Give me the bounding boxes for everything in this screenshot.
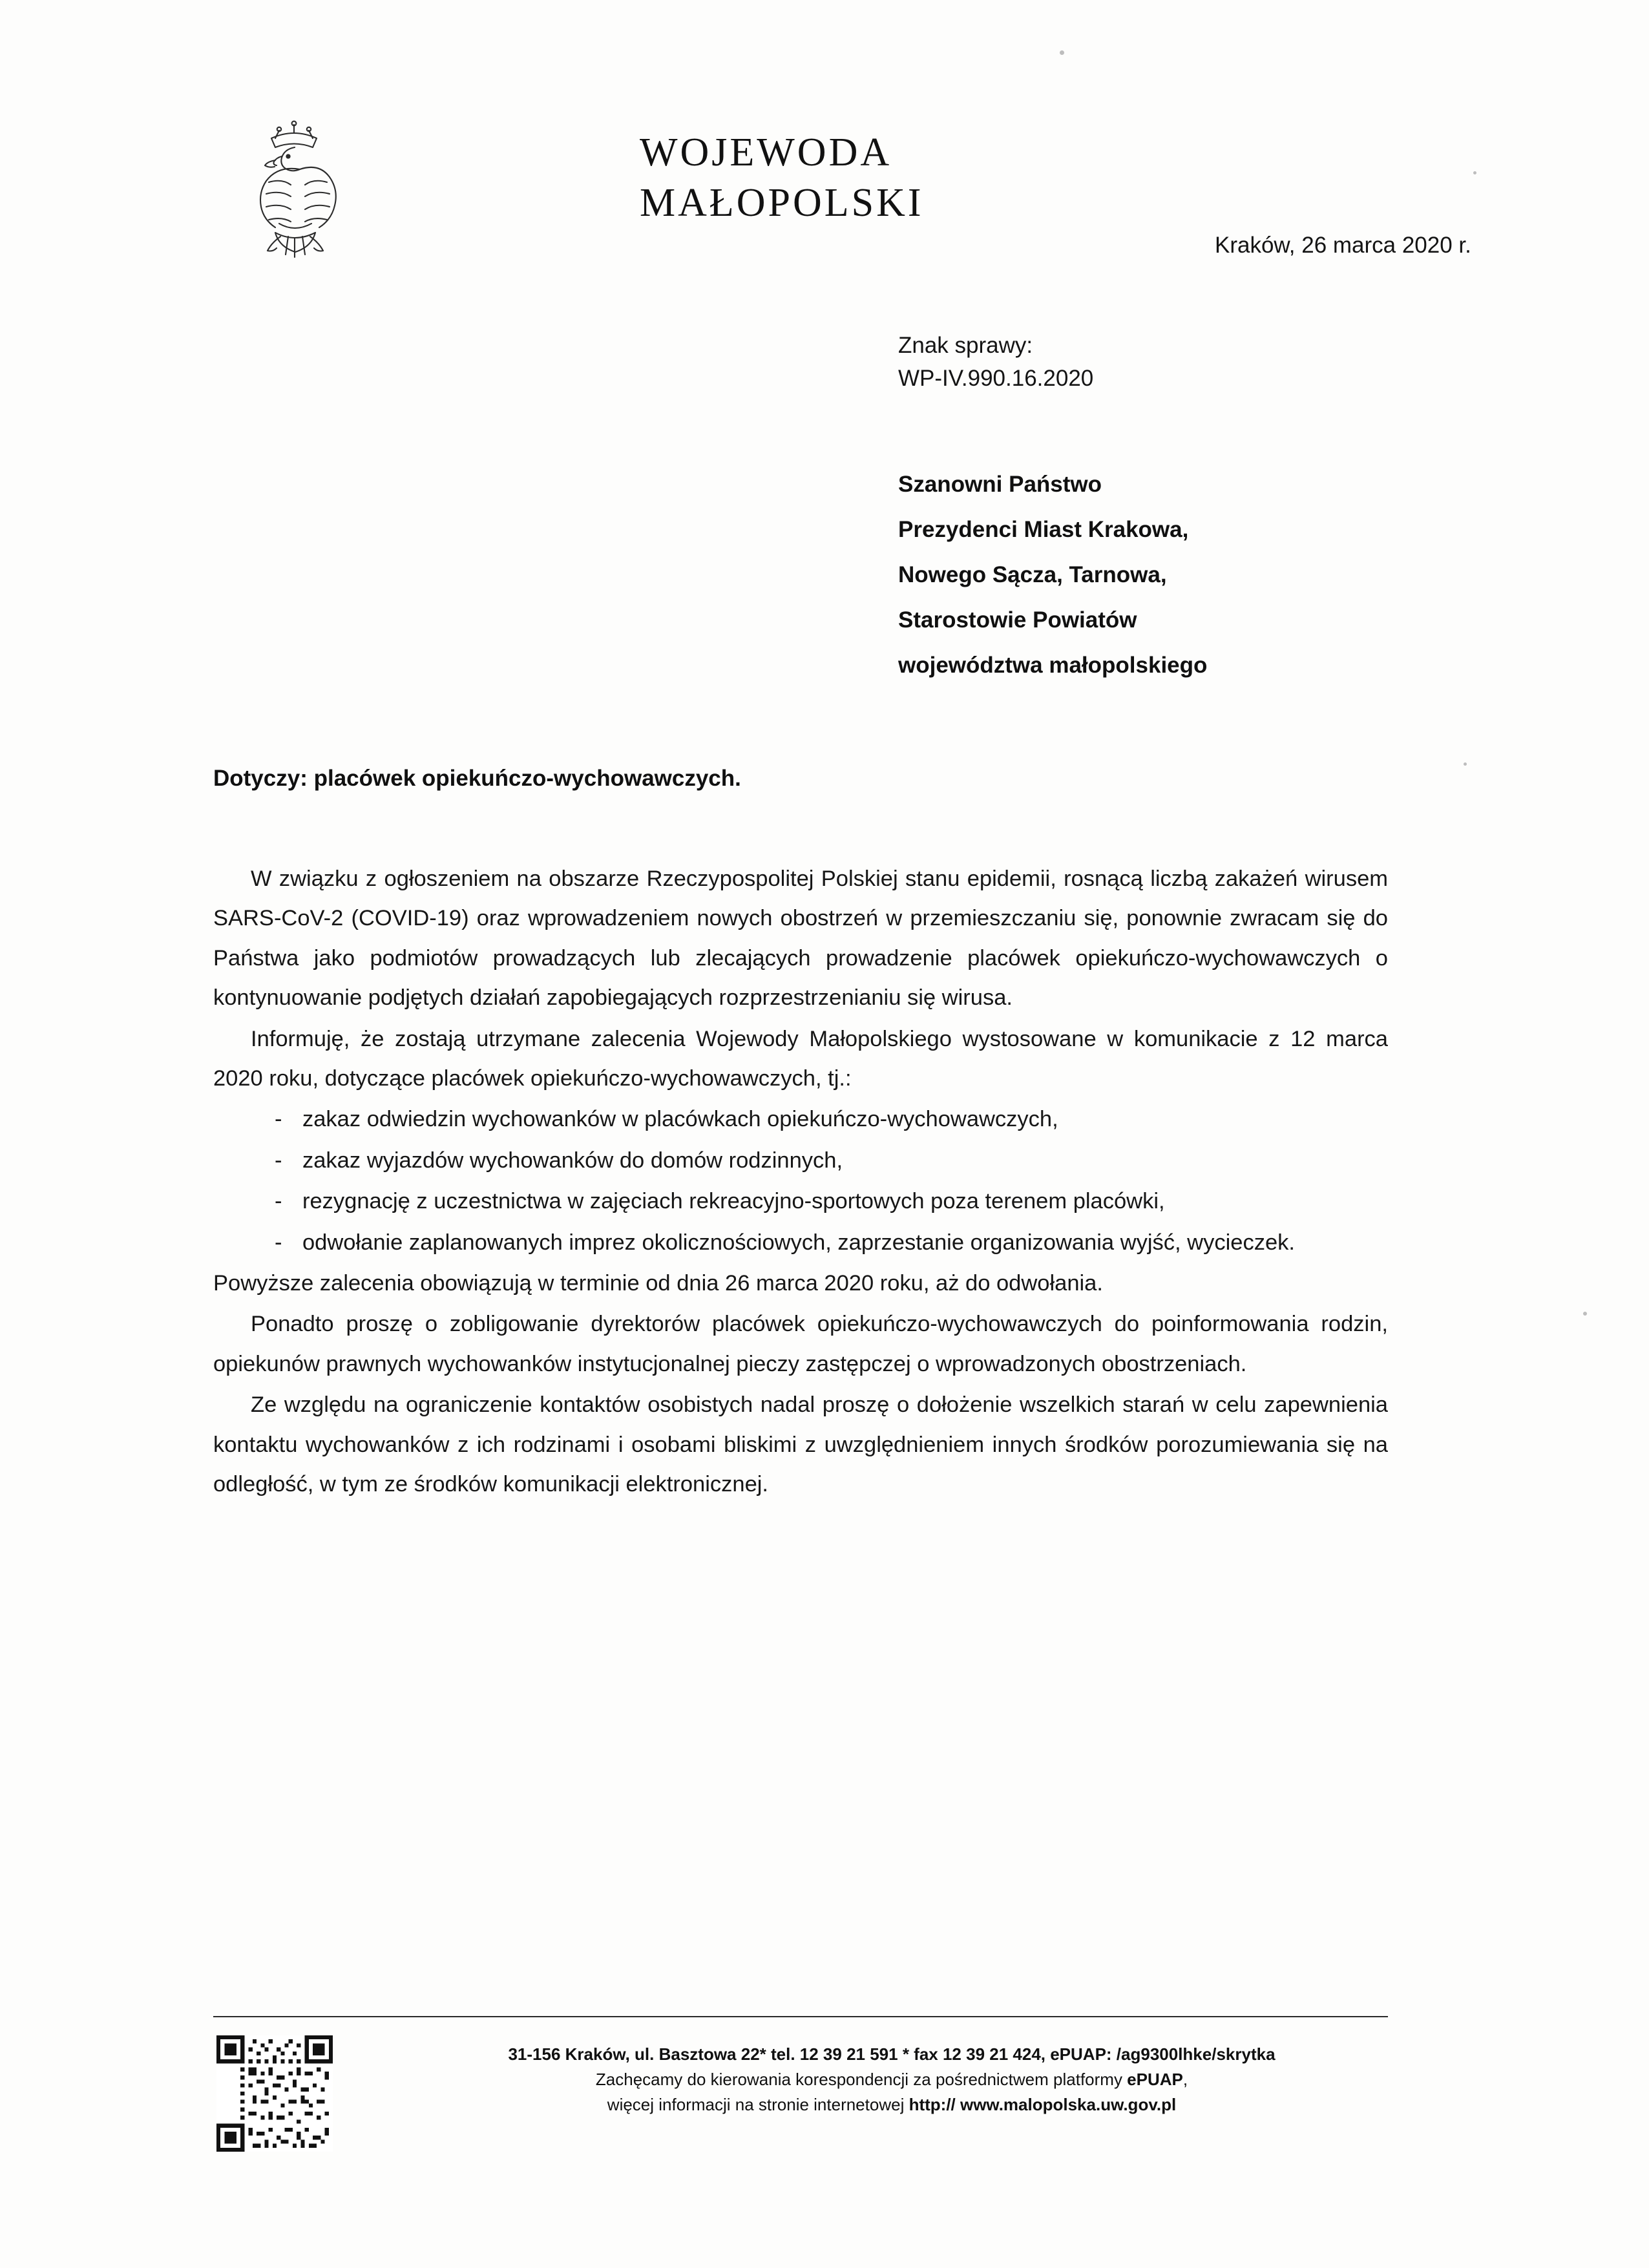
footer-address xyxy=(388,2042,1396,2117)
paragraph-3: Powyższe zalecenia obowiązują w terminie od dnia 26 marca 2020 roku, aż do odwołania. xyxy=(213,1271,1103,1296)
paragraph-4: Ponadto proszę o zobligowanie dyrektorów placówek opiekuńczo-wychowawczych do poinformowania rodzin, opiekunów prawnych wychowanków instytucjonalnej pieczy zastępczej o wprowadzonych obostrzeniach. xyxy=(213,1312,1388,1376)
footer-divider xyxy=(213,2016,1388,2017)
list-item-text: odwołanie zaplanowanych imprez okolicznościowych, zaprzestanie organizowania wyjść, wycieczek. xyxy=(302,1230,1295,1255)
addressee-line-1: Szanowni Państwo xyxy=(898,472,1102,497)
letter-body xyxy=(213,859,1388,1506)
letterhead xyxy=(220,110,1471,304)
addressee-line-2: Prezydenci Miast Krakowa, xyxy=(898,517,1189,542)
scan-artifact xyxy=(1464,762,1467,766)
list-item xyxy=(213,1100,1388,1139)
polish-eagle-emblem-icon xyxy=(233,110,355,271)
footer-line-2 xyxy=(388,2067,1396,2092)
issuer-line-1: WOJEWODA xyxy=(640,131,892,174)
case-reference-value: WP-IV.990.16.2020 xyxy=(898,365,1094,391)
issuer-title xyxy=(640,128,924,228)
addressee-line-5: województwa małopolskiego xyxy=(898,653,1208,678)
issuer-line-2: MAŁOPOLSKI xyxy=(640,180,924,225)
addressee-block xyxy=(898,462,1207,688)
list-item-text: zakaz odwiedzin wychowanków w placówkach opiekuńczo-wychowawczych, xyxy=(302,1107,1058,1132)
recommendations-list xyxy=(213,1100,1388,1263)
footer-line-2-c: , xyxy=(1182,2070,1188,2089)
place-and-date: Kraków, 26 marca 2020 r. xyxy=(1215,233,1471,258)
bullet-marker: - xyxy=(275,1230,282,1255)
footer-epuap-label: ePUAP xyxy=(1127,2070,1183,2089)
case-reference-label: Znak sprawy: xyxy=(898,333,1033,358)
list-item xyxy=(213,1223,1388,1263)
bullet-marker: - xyxy=(275,1107,282,1132)
footer-line-2-a: Zachęcamy do kierowania korespondencji za pośrednictwem platformy xyxy=(595,2070,1128,2089)
bullet-marker: - xyxy=(275,1148,282,1173)
paragraph-5: Ze względu na ograniczenie kontaktów osobistych nadal proszę o dołożenie wszelkich starań w celu zapewnienia kontaktu wychowanków z ich rodzinami i osobami bliskimi z uwzględnieniem innych środków porozumiewania się na odległość, w tym ze środków komunikacji elektronicznej. xyxy=(213,1392,1388,1497)
paragraph-1: W związku z ogłoszeniem na obszarze Rzeczypospolitej Polskiej stanu epidemii, rosnącą liczbą zakażeń wirusem SARS-CoV-2 (COVID-19) oraz wprowadzeniem nowych obostrzeń w przemieszczaniu się, ponownie zwracam się do Państwa jako podmiotów prowadzących lub zlecających prowadzenie placówek opiekuńczo-wychowawczych o kontynuowanie podjętych działań zapobiegających rozprzestrzenianiu się wirusa. xyxy=(213,866,1388,1011)
footer-website-link[interactable]: http:// www.malopolska.uw.gov.pl xyxy=(909,2095,1177,2114)
footer-line-3 xyxy=(388,2092,1396,2117)
scan-artifact xyxy=(1060,50,1064,55)
footer-line-1: 31-156 Kraków, ul. Basztowa 22* tel. 12 39 21 591 * fax 12 39 21 424, ePUAP: /ag9300lhke/skrytka xyxy=(508,2044,1276,2064)
footer-line-3-a: więcej informacji na stronie internetowej xyxy=(607,2095,909,2114)
paragraph-2: Informuję, że zostają utrzymane zalecenia Wojewody Małopolskiego wystosowane w komunikacie z 12 marca 2020 roku, dotyczące placówek opiekuńczo-wychowawczych, tj.: xyxy=(213,1026,1388,1091)
list-item-text: rezygnację z uczestnictwa w zajęciach rekreacyjno-sportowych poza terenem placówki, xyxy=(302,1189,1165,1214)
scan-artifact xyxy=(1583,1312,1587,1316)
case-reference xyxy=(898,330,1093,395)
bullet-marker: - xyxy=(275,1189,282,1214)
list-item-text: zakaz wyjazdów wychowanków do domów rodzinnych, xyxy=(302,1148,843,1173)
qr-code-icon xyxy=(216,2035,333,2152)
list-item xyxy=(213,1182,1388,1221)
scan-artifact xyxy=(1473,171,1476,174)
subject-line: Dotyczy: placówek opiekuńczo-wychowawczych. xyxy=(213,766,741,791)
addressee-line-3: Nowego Sącza, Tarnowa, xyxy=(898,562,1167,587)
addressee-line-4: Starostowie Powiatów xyxy=(898,607,1137,633)
list-item xyxy=(213,1141,1388,1181)
